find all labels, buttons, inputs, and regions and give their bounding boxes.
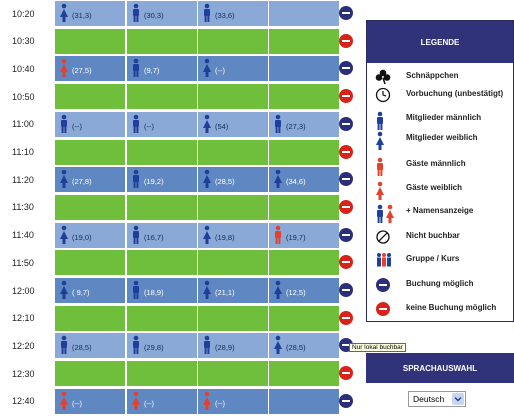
language-title: SPRACHAUSWAHL xyxy=(366,353,514,383)
chevron-down-icon[interactable] xyxy=(452,393,464,405)
blocked-slot xyxy=(198,195,269,220)
booked-slot[interactable] xyxy=(127,56,198,81)
legend-label: Buchung möglich xyxy=(406,279,474,288)
member-female-icon xyxy=(202,280,212,300)
booked-slot[interactable] xyxy=(55,112,126,137)
handicap-value: (54) xyxy=(215,121,229,131)
handicap-value: (34,6) xyxy=(286,177,306,187)
blocked-slot xyxy=(55,195,126,220)
legend-label: Gäste weiblich xyxy=(406,183,463,192)
no-booking-icon xyxy=(339,255,353,269)
legend-label: + Namensanzeige xyxy=(406,206,474,215)
time-row xyxy=(0,55,362,82)
member-female-icon xyxy=(59,225,69,245)
time-row xyxy=(0,360,362,387)
member-male-icon xyxy=(375,111,395,127)
handicap-value: (--) xyxy=(215,66,225,76)
language-panel xyxy=(366,353,514,419)
legend-label: Gäste männlich xyxy=(406,159,466,168)
member-female-icon xyxy=(273,280,283,300)
time-label: 10:30 xyxy=(0,28,55,55)
member-male-icon xyxy=(131,58,141,78)
blocked-slot xyxy=(127,306,198,331)
handicap-value: (19,7) xyxy=(286,232,306,242)
booked-slot[interactable] xyxy=(198,1,269,26)
handicap-value: (28,5) xyxy=(215,177,235,187)
time-label: 11:00 xyxy=(0,111,55,138)
time-label: 10:20 xyxy=(0,0,55,27)
handicap-value: (--) xyxy=(215,398,225,408)
handicap-value: (19,8) xyxy=(215,232,235,242)
handicap-value: (--) xyxy=(72,121,82,131)
blocked-slot xyxy=(127,361,198,386)
handicap-value: (29,8) xyxy=(144,343,164,353)
no-booking-icon xyxy=(339,89,353,103)
blocked-slot xyxy=(269,140,340,165)
handicap-value: (28,9) xyxy=(215,343,235,353)
blocked-slot xyxy=(127,250,198,275)
blocked-slot xyxy=(198,361,269,386)
member-female-icon xyxy=(59,280,69,300)
no-booking-icon xyxy=(339,145,353,159)
clock-icon xyxy=(375,87,395,103)
time-label: 11:20 xyxy=(0,166,55,193)
blocked-slot xyxy=(127,29,198,54)
booked-slot[interactable] xyxy=(127,389,198,414)
handicap-value: (30,3) xyxy=(144,11,164,20)
member-male-icon xyxy=(273,114,283,134)
handicap-value: (27,5) xyxy=(72,66,92,76)
handicap-value: (21,1) xyxy=(215,288,235,297)
language-selected: Deutsch xyxy=(413,394,445,404)
member-male-icon xyxy=(131,280,141,300)
booked-slot[interactable] xyxy=(269,223,340,248)
booked-slot[interactable] xyxy=(198,56,269,81)
booked-slot[interactable] xyxy=(55,389,126,414)
free-slot[interactable] xyxy=(269,1,340,26)
time-row xyxy=(0,28,362,55)
blocked-slot xyxy=(198,84,269,109)
legend-label: Vorbuchung (unbestätigt) xyxy=(406,89,504,98)
language-select[interactable] xyxy=(408,391,466,407)
blocked-slot xyxy=(269,29,340,54)
booked-slot[interactable] xyxy=(127,167,198,192)
booked-slot[interactable] xyxy=(198,278,269,303)
booked-slot[interactable] xyxy=(55,333,126,358)
blocked-slot xyxy=(55,250,126,275)
time-label: 12:10 xyxy=(0,305,55,332)
member-female-icon xyxy=(202,114,212,134)
guest-male-icon xyxy=(273,225,283,245)
time-row xyxy=(0,222,362,249)
handicap-value: (33,6) xyxy=(215,11,235,20)
handicap-value: (--) xyxy=(72,398,82,408)
free-slot[interactable] xyxy=(269,56,340,81)
booked-slot[interactable] xyxy=(127,112,198,137)
time-label: 10:40 xyxy=(0,55,55,82)
member-female-icon xyxy=(202,169,212,189)
book-possible-icon[interactable] xyxy=(339,172,353,186)
time-label: 11:10 xyxy=(0,139,55,166)
member-female-icon xyxy=(59,3,69,23)
book-possible-icon[interactable] xyxy=(339,61,353,75)
handicap-value: (--) xyxy=(144,121,154,131)
time-label: 10:50 xyxy=(0,83,55,110)
blocked-slot xyxy=(198,306,269,331)
guest-female-icon xyxy=(202,391,212,411)
legend-title: LEGENDE xyxy=(367,21,513,63)
group-icon xyxy=(375,252,395,268)
booked-slot[interactable] xyxy=(198,223,269,248)
name-display-icon xyxy=(375,204,395,220)
book-possible-icon[interactable] xyxy=(339,228,353,242)
tooltip: Nur lokal buchbar xyxy=(349,343,406,352)
blocked-slot xyxy=(269,195,340,220)
legend-label: keine Buchung möglich xyxy=(406,303,497,312)
blocked-slot xyxy=(55,140,126,165)
no-booking-icon xyxy=(339,311,353,325)
book-possible-icon[interactable] xyxy=(339,394,353,408)
handicap-value: ( 9,7) xyxy=(72,288,90,297)
time-row xyxy=(0,139,362,166)
member-female-icon xyxy=(202,225,212,245)
handicap-value: (28,5) xyxy=(286,343,306,353)
guest-female-icon xyxy=(59,391,69,411)
member-female-icon xyxy=(202,58,212,78)
blocked-slot xyxy=(269,306,340,331)
no-booking-icon xyxy=(339,200,353,214)
blocked-slot xyxy=(55,29,126,54)
clover-icon xyxy=(375,69,395,85)
time-label: 11:30 xyxy=(0,194,55,221)
member-female-icon xyxy=(59,169,69,189)
guest-male-icon xyxy=(375,157,395,173)
time-row xyxy=(0,249,362,276)
blocked-slot xyxy=(269,361,340,386)
booked-slot[interactable] xyxy=(55,167,126,192)
no-booking-icon xyxy=(375,301,395,317)
blocked-slot xyxy=(55,361,126,386)
free-slot[interactable] xyxy=(269,389,340,414)
book-possible-icon[interactable] xyxy=(339,117,353,131)
booked-slot[interactable] xyxy=(269,278,340,303)
booked-slot[interactable] xyxy=(127,1,198,26)
blocked-slot xyxy=(269,84,340,109)
handicap-value: (9,7) xyxy=(144,66,160,76)
blocked-slot xyxy=(127,195,198,220)
booked-slot[interactable] xyxy=(269,333,340,358)
time-label: 12:20 xyxy=(0,332,55,359)
blocked-slot xyxy=(127,84,198,109)
no-booking-icon xyxy=(339,366,353,380)
booked-slot[interactable] xyxy=(55,56,126,81)
book-possible-icon xyxy=(375,277,395,293)
legend-label: Nicht buchbar xyxy=(406,231,460,240)
booked-slot[interactable] xyxy=(127,223,198,248)
blocked-slot xyxy=(127,140,198,165)
handicap-value: (--) xyxy=(144,398,154,408)
time-label: 12:00 xyxy=(0,277,55,304)
booked-slot[interactable] xyxy=(198,112,269,137)
time-label: 11:50 xyxy=(0,249,55,276)
member-male-icon xyxy=(202,335,212,355)
handicap-value: (12,5) xyxy=(286,288,306,297)
legend-label: Mitglieder weiblich xyxy=(406,133,478,142)
member-male-icon xyxy=(131,225,141,245)
guest-female-icon xyxy=(375,181,395,197)
blocked-slot xyxy=(198,29,269,54)
member-female-icon xyxy=(273,335,283,355)
legend-panel xyxy=(366,20,514,322)
member-female-icon xyxy=(375,131,395,147)
time-row xyxy=(0,305,362,332)
blocked-slot xyxy=(55,306,126,331)
time-row xyxy=(0,111,362,138)
member-female-icon xyxy=(273,169,283,189)
time-row xyxy=(0,0,362,27)
member-male-icon xyxy=(131,335,141,355)
time-row xyxy=(0,277,362,304)
handicap-value: (18,9) xyxy=(144,288,164,297)
handicap-value: (27,3) xyxy=(286,121,306,131)
not-bookable-icon xyxy=(375,229,395,245)
book-possible-icon[interactable] xyxy=(339,283,353,297)
member-male-icon xyxy=(131,169,141,189)
member-male-icon xyxy=(59,114,69,134)
legend-label: Gruppe / Kurs xyxy=(406,254,460,263)
blocked-slot xyxy=(198,140,269,165)
legend-label: Mitglieder männlich xyxy=(406,113,482,122)
handicap-value: (19,0) xyxy=(72,232,92,242)
handicap-value: (27,8) xyxy=(72,177,92,187)
handicap-value: (16,7) xyxy=(144,232,164,242)
member-male-icon xyxy=(131,3,141,23)
time-row xyxy=(0,194,362,221)
time-row xyxy=(0,388,362,415)
time-label: 11:40 xyxy=(0,222,55,249)
handicap-value: (19,2) xyxy=(144,177,164,187)
booked-slot[interactable] xyxy=(269,167,340,192)
blocked-slot xyxy=(269,250,340,275)
guest-female-icon xyxy=(131,391,141,411)
time-label: 12:30 xyxy=(0,360,55,387)
guest-female-icon xyxy=(59,58,69,78)
legend-label: Schnäppchen xyxy=(406,71,459,80)
booked-slot[interactable] xyxy=(269,112,340,137)
member-male-icon xyxy=(202,3,212,23)
booked-slot[interactable] xyxy=(198,333,269,358)
no-booking-icon xyxy=(339,34,353,48)
member-male-icon xyxy=(59,335,69,355)
book-possible-icon[interactable] xyxy=(339,6,353,20)
time-label: 12:40 xyxy=(0,388,55,415)
blocked-slot xyxy=(198,250,269,275)
booked-slot[interactable] xyxy=(198,389,269,414)
blocked-slot xyxy=(55,84,126,109)
booked-slot[interactable] xyxy=(127,333,198,358)
booked-slot[interactable] xyxy=(55,278,126,303)
booked-slot[interactable] xyxy=(198,167,269,192)
booked-slot[interactable] xyxy=(55,223,126,248)
handicap-value: (28,5) xyxy=(72,343,92,353)
booked-slot[interactable] xyxy=(127,278,198,303)
time-row xyxy=(0,332,362,359)
handicap-value: (31,3) xyxy=(72,11,92,20)
member-male-icon xyxy=(131,114,141,134)
time-row xyxy=(0,83,362,110)
booked-slot[interactable] xyxy=(55,1,126,26)
time-row xyxy=(0,166,362,193)
